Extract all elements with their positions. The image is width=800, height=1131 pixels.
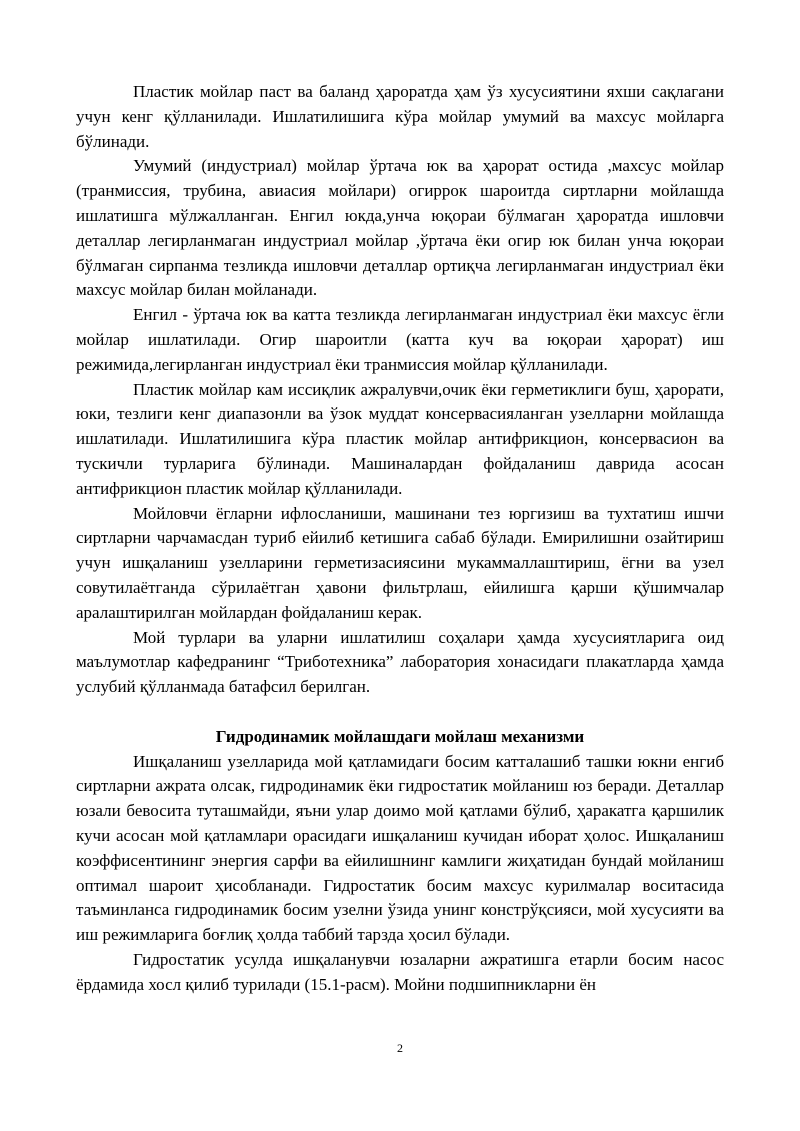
section-heading: Гидродинамик мойлашдаги мойлаш механизми <box>215 726 585 746</box>
paragraph: Мой турлари ва уларни ишлатилиш соҳалари ҳамда хусусиятларига оид маълумотлар кафедранинг “Триботехника” лаборатория хонасидаги плакатларда ҳамда услубий қўлланмада батафсил берилган. <box>76 627 724 697</box>
paragraph: Енгил - ўртача юк ва катта тезликда легирланмаган индустриал ёки махсус ёгли мойлар ишлатилади. Огир шароитли (катта куч ва юқораи ҳарорат) иш режимида,легирланган индустриал ёки транмиссия мойлар қўлланилади. <box>76 305 724 374</box>
page-number: 2 <box>397 1041 403 1055</box>
blank-line <box>76 700 724 725</box>
paragraph: Ишқаланиш узелларида мой қатламидаги босим катталашиб ташки юкни енгиб сиртларни ажрата олсак, гидродинамик ёки гидростатик мойланиш юз беради. Деталлар юзали бевосита туташмайди, яъни улар доимо мой қатлами бўлиб, ҳаракатга қаршилик кучи асосан мой қатламлари орасидаги ишқаланиш кучидан иборат ҳолос. Ишқаланиш коэффисентининг энергия сарфи ва ейилишнинг камлиги жиҳатидан бундай мойланиш оптимал шароит ҳисобланади. Гидростатик босим махсус курилмалар воситасида таъминланса гидродинамик босим узелни ўзида унинг констрўқсияси, мой хусусияти ва иш режимларига боғлиқ ҳолда таббий тарзда ҳосил бўлади. <box>76 751 724 945</box>
paragraph: Пластик мойлар паст ва баланд ҳароратда ҳам ўз хусусиятини яхши сақлагани учун кенг қўлланилади. Ишлатилишига кўра мойлар умумий ва махсус мойларга бўлинади. <box>76 82 724 151</box>
paragraph: Пластик мойлар кам иссиқлик ажралувчи,очик ёки герметиклиги буш, ҳарорати, юки, тезлиги кенг диапазонли ва ўзок муддат консервасияланган узелларни мойлашда ишлатилади. Ишлатилишига кўра пластик мойлар антифрикцион, консервасион ва тускичли турларига бўлинади. Машиналардан фойдаланиш даврида асосан антифрикцион пластик мойлар қўлланилади. <box>76 379 724 498</box>
paragraph: Умумий (индустриал) мойлар ўртача юк ва ҳарорат остида ,махсус мойлар (транмиссия, трубина, авиасия мойлари) огиррок шароитда сиртларни мойлашда ишлатишга мўлжалланган. Енгил юкда,унча юқораи бўлмаган ҳароратда ишловчи деталлар легирланмаган индустриал мойлар ,ўртача ёки огир юк билан унча юқораи бўлмаган сирпанма тезликда ишловчи деталлар ортиқча легирланмаган индустриал ёки махсус мойлар билан мойланади. <box>76 156 724 300</box>
paragraph: Мойловчи ёгларни ифлосланиши, машинани тез юргизиш ва тухтатиш ишчи сиртларни чарчамасдан туриб ейилиб кетишига сабаб бўлади. Емирилишни озайтириш учун ишқаланиш узелларини герметизасиясини мукаммаллаштириш, ёгни ва узел совутилаётганда сўрилаётган ҳавони фильтрлаш, ейилишга қарши қўшимчалар аралаштирилган мойлардан фойдаланиш керак. <box>76 503 724 622</box>
paragraph: Гидростатик усулда ишқаланувчи юзаларни ажратишга етарли босим насос ёрдамида хосл қилиб турилади (15.1-расм). Мойни подшипникларни ён <box>76 949 724 994</box>
document-body <box>76 80 724 997</box>
